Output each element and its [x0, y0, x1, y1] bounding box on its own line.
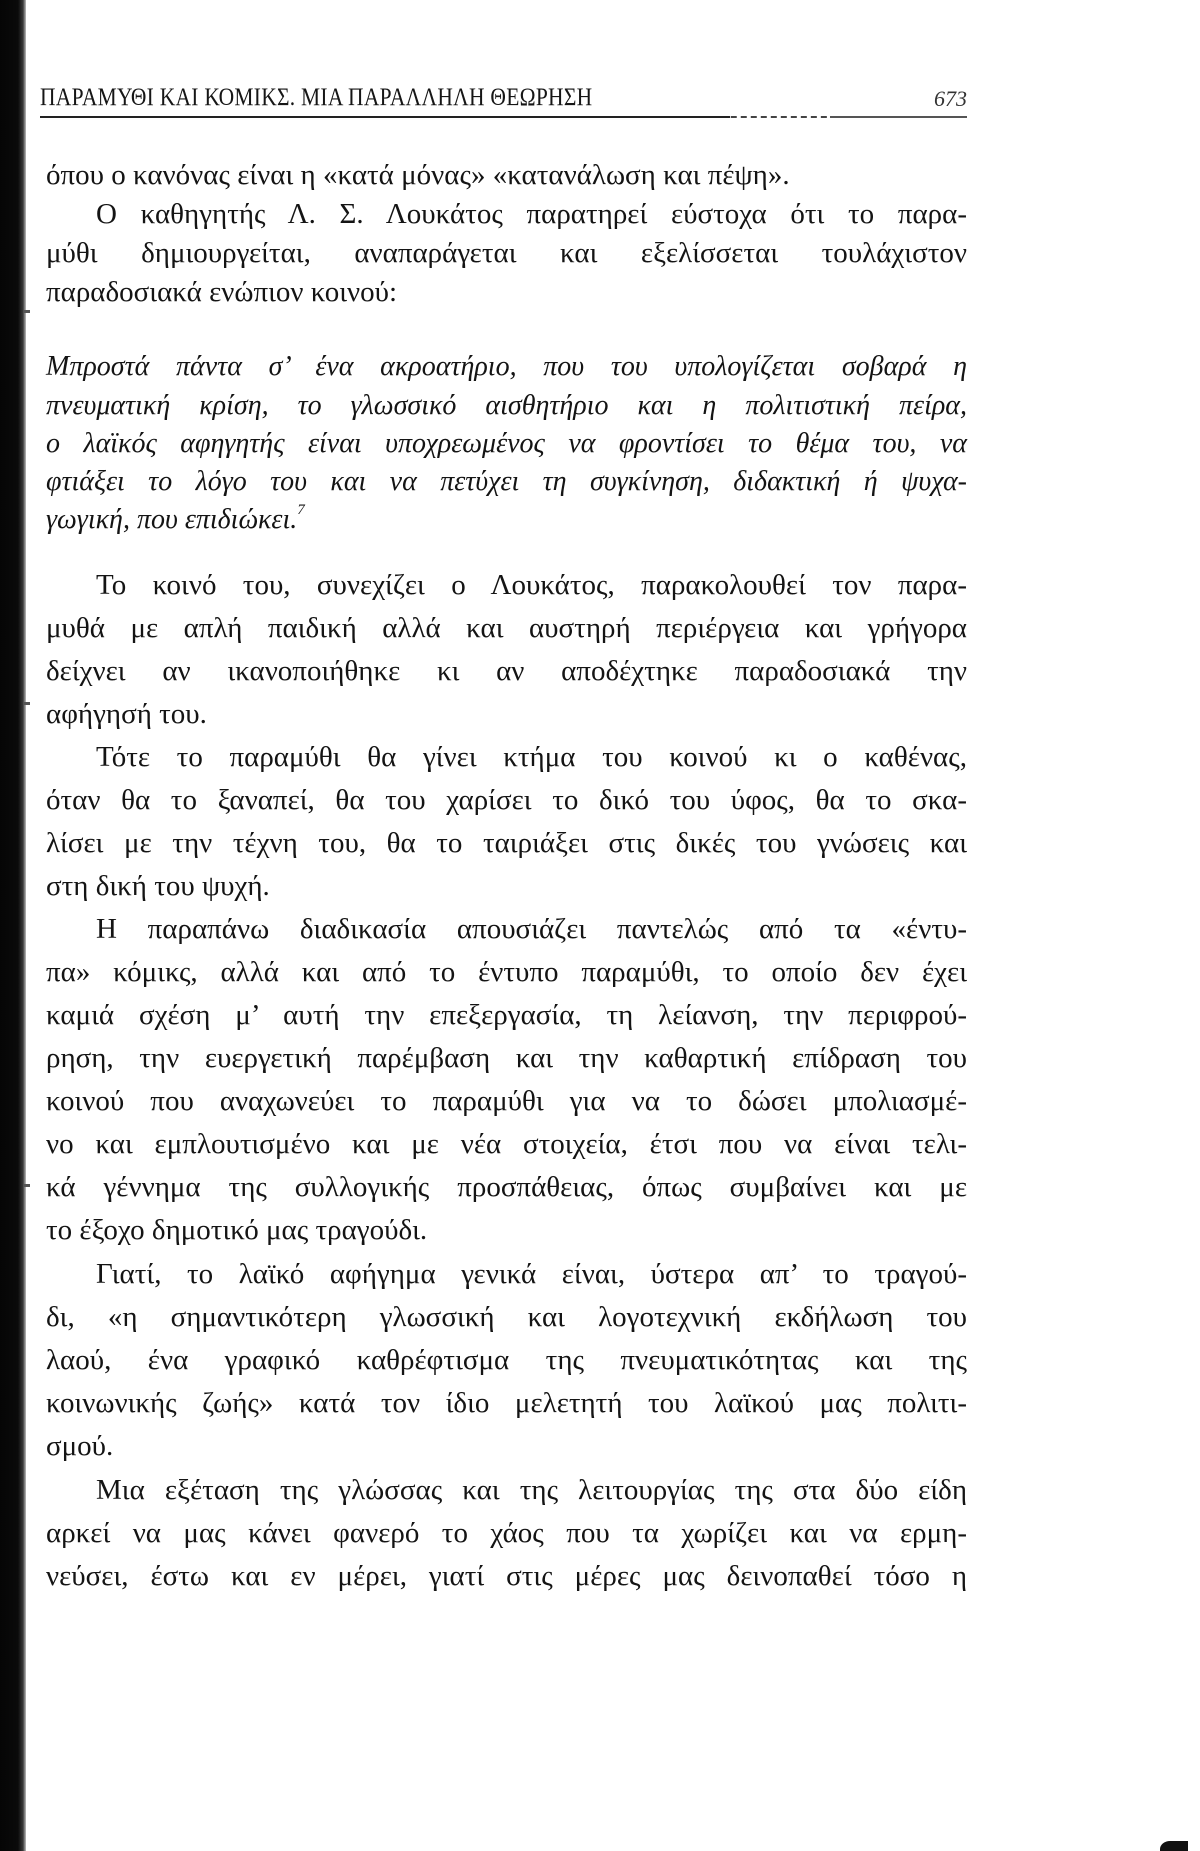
text-line: ρηση, την ευεργετική παρέμβαση και την καθαρτική επίδραση του: [46, 1042, 967, 1074]
text-line: μυθά με απλή παιδική αλλά και αυστηρή περιέργεια και γρήγορα: [46, 612, 967, 644]
text-line: λίσει με την τέχνη του, θα το ταιριάξει στις δικές του γνώσεις και: [46, 827, 967, 859]
text-line: κοινού που αναχωνεύει το παραμύθι για να το δώσει μπολιασμέ-: [46, 1085, 967, 1117]
text-line: αφήγησή του.: [46, 698, 207, 730]
quote-line-last: [46, 500, 967, 540]
text-line: δείχνει αν ικανοποιήθηκε κι αν αποδέχτηκε παραδοσιακά την: [46, 655, 967, 687]
running-head-rule-segment: [40, 116, 730, 118]
text-line: Ο καθηγητής Λ. Σ. Λουκάτος παρατηρεί εύστοχα ότι το παρα-: [96, 198, 967, 230]
text-line: καμιά σχέση μ’ αυτή την επεξεργασία, τη λείανση, την περιφρού-: [46, 999, 967, 1031]
text-line: όταν θα το ξαναπεί, θα του χαρίσει το δικό του ύφος, θα το σκα-: [46, 784, 967, 816]
text-line: πα» κόμικς, αλλά και από το έντυπο παραμύθι, το οποίο δεν έχει: [46, 956, 967, 988]
quote-line-text: γωγική, που επιδιώκει.: [46, 504, 298, 535]
text-line: νεύσει, έστω και εν μέρει, γιατί στις μέρες μας δεινοπαθεί τόσο η: [46, 1560, 967, 1592]
footnote-reference[interactable]: 7: [297, 502, 305, 518]
quote-line: φτιάξει το λόγο του και να πετύχει τη συγκίνηση, διδακτική ή ψυχα-: [46, 466, 967, 497]
text-line: νο και εμπλουτισμένο και με νέα στοιχεία, έτσι που να είναι τελι-: [46, 1128, 967, 1160]
quote-line: Μπροστά πάντα σ’ ένα ακροατήριο, που του υπολογίζεται σοβαρά η: [46, 351, 967, 382]
text-line: μύθι δημιουργείται, αναπαράγεται και εξελίσσεται τουλάχιστον: [46, 237, 967, 269]
text-line: λαού, ένα γραφικό καθρέφτισμα της πνευματικότητας και της: [46, 1344, 967, 1376]
running-head-title: ΠΑΡΑΜΥΘΙ ΚΑΙ ΚΟΜΙΚΣ. ΜΙΑ ΠΑΡΑΛΛΗΛΗ ΘΕΩΡΗΣΗ: [40, 84, 593, 111]
text-line: το έξοχο δημοτικό μας τραγούδι.: [46, 1214, 428, 1246]
text-line: παραδοσιακά ενώπιον κοινού:: [46, 276, 398, 308]
text-line: αρκεί να μας κάνει φανερό το χάος που τα χωρίζει και να ερμη-: [46, 1517, 967, 1549]
text-line: Το κοινό του, συνεχίζει ο Λουκάτος, παρακολουθεί τον παρα-: [96, 569, 967, 601]
running-head-rule-segment: [830, 116, 967, 118]
text-line: δι, «η σημαντικότερη γλωσσική και λογοτεχνική εκδήλωση του: [46, 1301, 967, 1333]
text-line: Η παραπάνω διαδικασία απουσιάζει παντελώς από τα «έντυ-: [96, 913, 967, 945]
quote-line: ο λαϊκός αφηγητής είναι υποχρεωμένος να φροντίσει το θέμα του, να: [46, 428, 967, 459]
text-line: όπου ο κανόνας είναι η «κατά μόνας» «κατανάλωση και πέψη».: [46, 159, 790, 191]
text-line: Γιατί, το λαϊκό αφήγημα γενικά είναι, ύστερα απ’ το τραγού-: [96, 1258, 967, 1290]
page-number: 673: [934, 86, 967, 111]
text-line: κά γέννημα της συλλογικής προσπάθειας, όπως συμβαίνει και με: [46, 1171, 967, 1203]
text-line: Τότε το παραμύθι θα γίνει κτήμα του κοινού κι ο καθένας,: [96, 741, 967, 773]
quote-line: πνευματική κρίση, το γλωσσικό αισθητήριο και η πολιτιστική πείρα,: [46, 390, 967, 421]
text-line: Μια εξέταση της γλώσσας και της λειτουργίας της στα δύο είδη: [96, 1474, 967, 1506]
text-line: σμού.: [46, 1430, 114, 1462]
text-line: στη δική του ψυχή.: [46, 870, 270, 902]
running-head: [40, 84, 967, 118]
text-line: κοινωνικής ζωής» κατά τον ίδιο μελετητή του λαϊκού μας πολιτι-: [46, 1387, 967, 1419]
